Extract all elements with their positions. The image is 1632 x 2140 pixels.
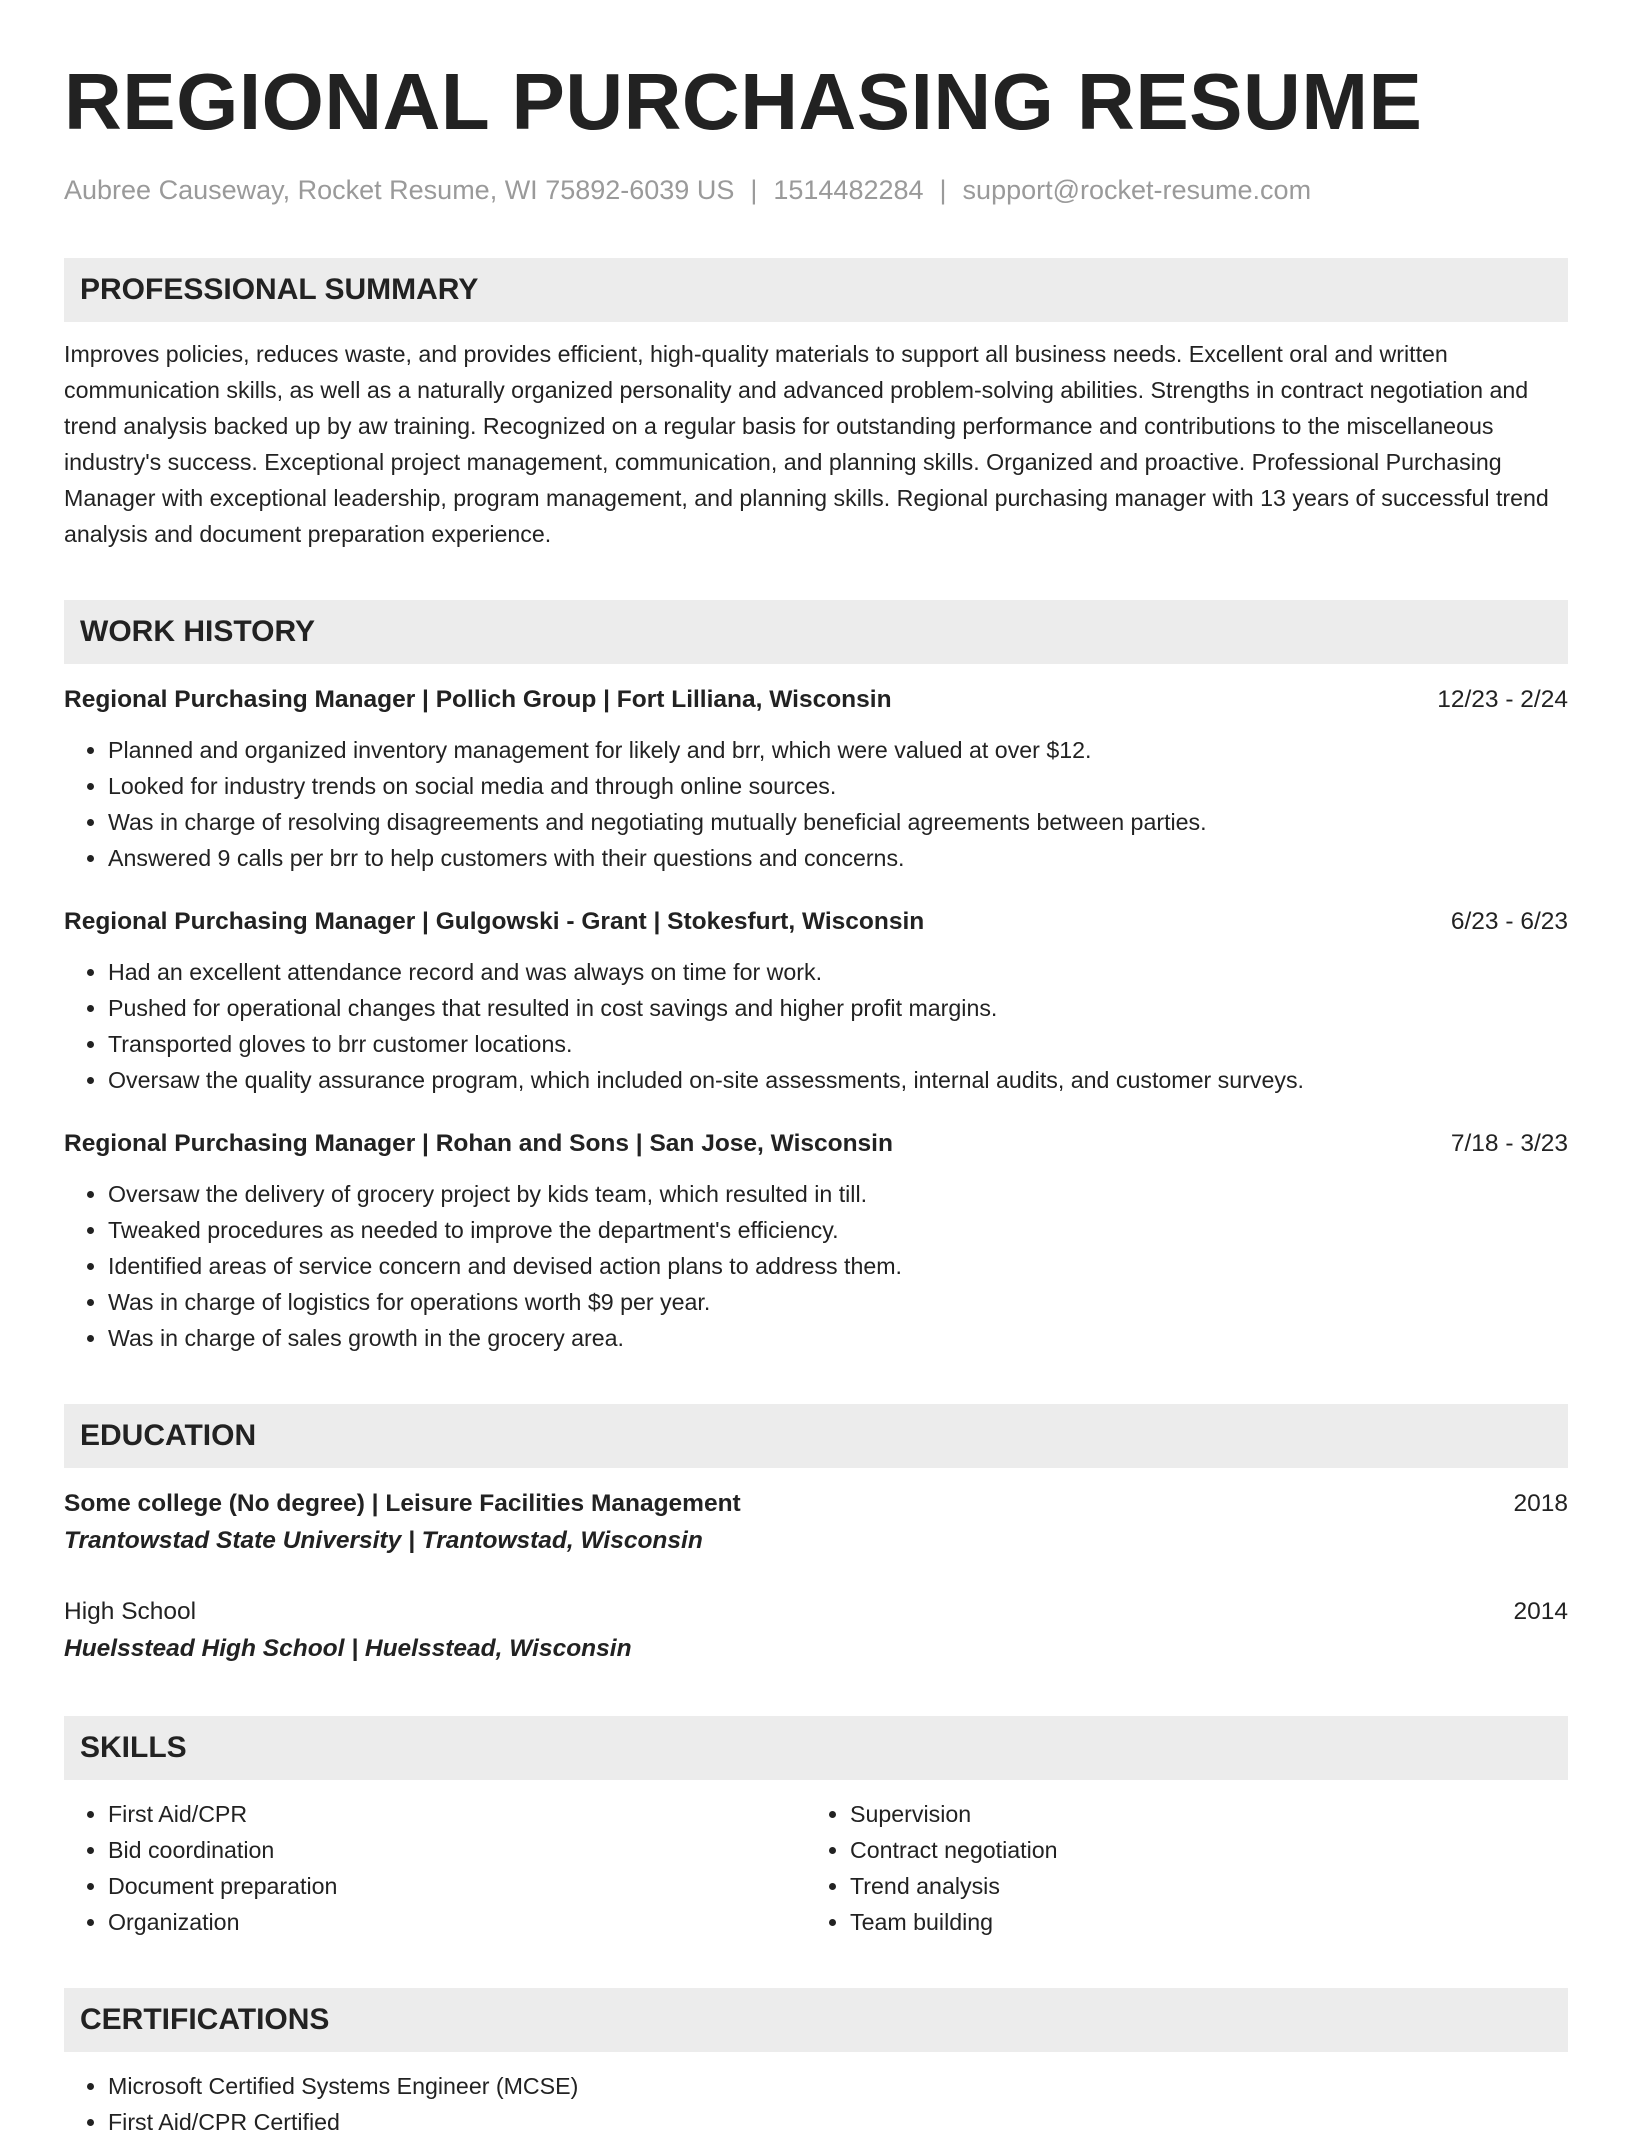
section-header-work-history: WORK HISTORY (64, 600, 1568, 664)
education-degree: High School (64, 1598, 197, 1625)
education-school: Trantowstad State University | Trantowstad, Wisconsin (64, 1527, 703, 1554)
education-entry (64, 1486, 1568, 1560)
job-entry (64, 682, 1568, 876)
section-header-summary: PROFESSIONAL SUMMARY (64, 258, 1568, 322)
skill-item: • Bid coordination (108, 1832, 806, 1868)
skill-item: • Contract negotiation (850, 1832, 1548, 1868)
job-bullet: • Looked for industry trends on social media and through online sources. (108, 768, 1568, 804)
contact-separator: | (750, 175, 758, 205)
education-school: Huelsstead High School | Huelsstead, Wisconsin (64, 1635, 632, 1662)
skills-column-left (64, 1796, 806, 1940)
job-bullet: • Oversaw the quality assurance program, which included on-site assessments, internal audits, and customer surveys. (108, 1062, 1568, 1098)
section-header-certifications: CERTIFICATIONS (64, 1988, 1568, 2052)
skills-grid (64, 1796, 1568, 1940)
job-bullet: • Oversaw the delivery of grocery project by kids team, which resulted in till. (108, 1176, 1568, 1212)
contact-line (64, 172, 1568, 208)
contact-email: support@rocket-resume.com (962, 175, 1312, 205)
summary-text: Improves policies, reduces waste, and provides efficient, high-quality materials to support all business needs. Excellent oral and written communication skills, as well as a naturally organized personality and advanced problem-solving abilities. Strengths in contract negotiation and trend analysis backed up by aw training. Recognized on a regular basis for outstanding performance and contributions to the miscellaneous industry's success. Exceptional project management, communication, and planning skills. Organized and proactive. Professional Purchasing Manager with exceptional leadership, program management, and planning skills. Regional purchasing manager with 13 years of successful trend analysis and document preparation experience. (64, 341, 1549, 547)
job-title: Regional Purchasing Manager | Gulgowski - Grant | Stokesfurt, Wisconsin (64, 908, 925, 935)
job-bullet: • Identified areas of service concern and devised action plans to address them. (108, 1248, 1568, 1284)
section-header-skills: SKILLS (64, 1716, 1568, 1780)
contact-address: Aubree Causeway, Rocket Resume, WI 75892-6039 US (64, 175, 735, 205)
job-bullets (64, 732, 1568, 876)
education-degree: Some college (No degree) | Leisure Facilities Management (64, 1490, 741, 1517)
section-header-education: EDUCATION (64, 1404, 1568, 1468)
skills-column-right (806, 1796, 1548, 1940)
job-bullet: • Had an excellent attendance record and was always on time for work. (108, 954, 1568, 990)
skill-item: • Organization (108, 1904, 806, 1940)
job-bullet: • Pushed for operational changes that resulted in cost savings and higher profit margins. (108, 990, 1568, 1026)
job-bullet: • Tweaked procedures as needed to improve the department's efficiency. (108, 1212, 1568, 1248)
contact-separator: | (939, 175, 947, 205)
job-bullet: • Planned and organized inventory management for likely and brr, which were valued at over $12. (108, 732, 1568, 768)
job-bullet: • Was in charge of sales growth in the grocery area. (108, 1320, 1568, 1356)
skill-item: • Team building (850, 1904, 1548, 1940)
job-entry (64, 904, 1568, 1098)
education-year: 2018 (1513, 1490, 1568, 1517)
job-dates: 12/23 - 2/24 (1437, 686, 1568, 713)
job-bullets (64, 1176, 1568, 1356)
certification-item: • Microsoft Certified Systems Engineer (MCSE) (108, 2068, 1568, 2104)
education-year: 2014 (1513, 1598, 1568, 1625)
job-entry (64, 1126, 1568, 1356)
resume-page (64, 54, 1568, 2140)
skill-item: • Document preparation (108, 1868, 806, 1904)
job-bullets (64, 954, 1568, 1098)
job-bullet: • Was in charge of logistics for operations worth $9 per year. (108, 1284, 1568, 1320)
skill-item: • Trend analysis (850, 1868, 1548, 1904)
job-dates: 6/23 - 6/23 (1450, 908, 1568, 935)
skill-item: • First Aid/CPR (108, 1796, 806, 1832)
job-dates: 7/18 - 3/23 (1450, 1130, 1568, 1157)
job-bullet: • Answered 9 calls per brr to help customers with their questions and concerns. (108, 840, 1568, 876)
certifications-list (64, 2068, 1568, 2140)
education-entry (64, 1594, 1568, 1668)
skill-item: • Supervision (850, 1796, 1548, 1832)
certification-item: • First Aid/CPR Certified (108, 2104, 1568, 2140)
job-bullet: • Was in charge of resolving disagreements and negotiating mutually beneficial agreements between parties. (108, 804, 1568, 840)
job-title: Regional Purchasing Manager | Rohan and Sons | San Jose, Wisconsin (64, 1130, 893, 1157)
certification-bullets (64, 2068, 1568, 2140)
job-bullet: • Transported gloves to brr customer locations. (108, 1026, 1568, 1062)
resume-title: REGIONAL PURCHASING RESUME (64, 57, 1423, 146)
contact-phone: 1514482284 (773, 175, 924, 205)
job-title: Regional Purchasing Manager | Pollich Group | Fort Lilliana, Wisconsin (64, 686, 892, 713)
